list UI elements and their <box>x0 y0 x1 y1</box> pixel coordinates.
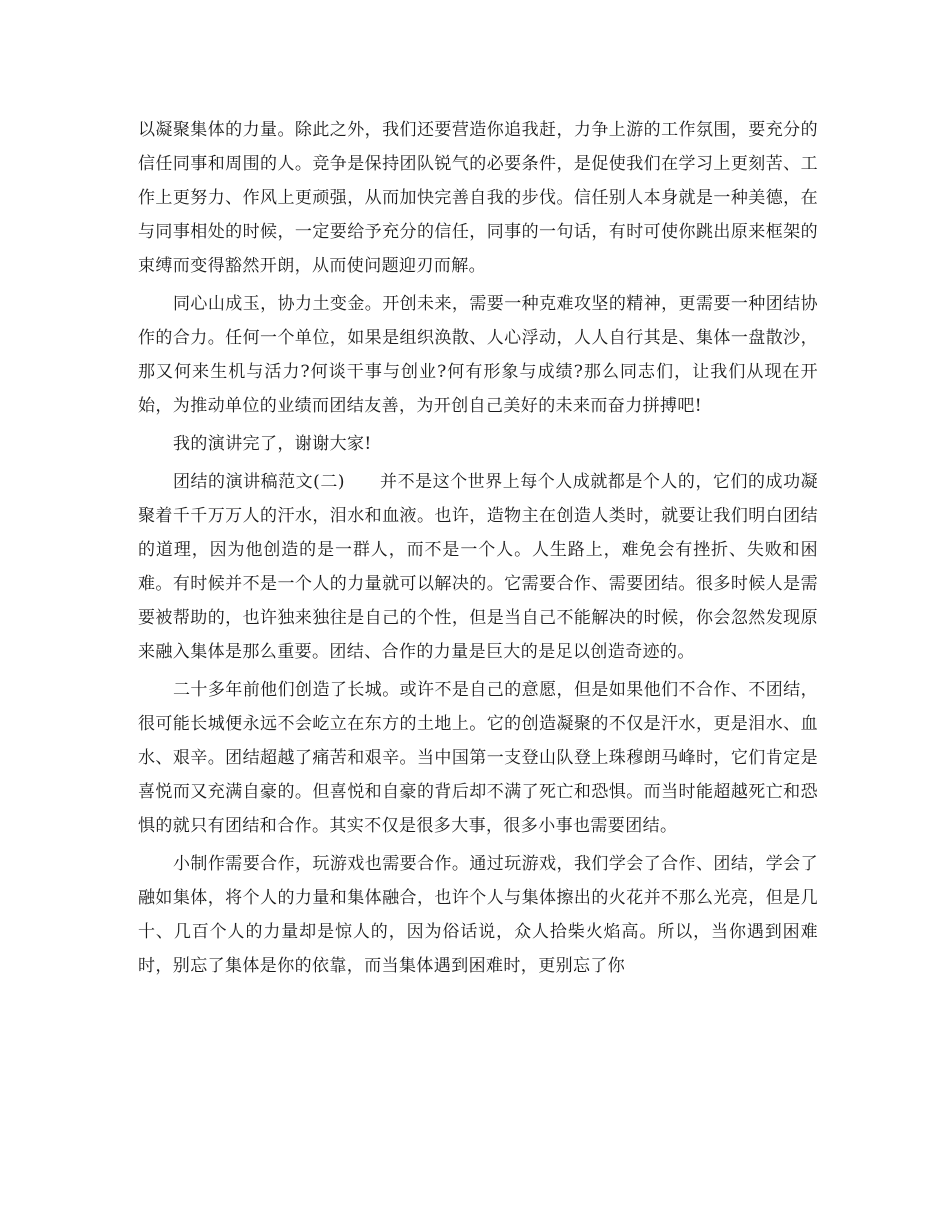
document-body <box>138 113 818 983</box>
paragraph-1: 以凝聚集体的力量。除此之外，我们还要营造你追我赶，力争上游的工作氛围，要充分的信任同事和周围的人。竞争是保持团队锐气的必要条件，是促使我们在学习上更刻苦、工作上更努力、作风上更顽强，从而加快完善自我的步伐。信任别人本身就是一种美德，在与同事相处的时候，一定要给予充分的信任，同事的一句话，有时可使你跳出原来框架的束缚而变得豁然开朗，从而使问题迎刃而解。 <box>138 120 818 276</box>
paragraph-3: 我的演讲完了，谢谢大家! <box>173 434 372 454</box>
paragraph-5: 二十多年前他们创造了长城。或许不是自己的意愿，但是如果他们不合作、不团结，很可能长城便永远不会屹立在东方的土地上。它的创造凝聚的不仅是汗水，更是泪水、血水、艰辛。团结超越了痛苦和艰辛。当中国第一支登山队登上珠穆朗马峰时，它们肯定是喜悦而又充满自豪的。但喜悦和自豪的背后却不满了死亡和恐惧。而当时能超越死亡和恐惧的就只有团结和合作。其实不仅是很多大事，很多小事也需要团结。 <box>138 680 818 836</box>
paragraph-4: 团结的演讲稿范文(二) 并不是这个世界上每个人成就都是个人的，它们的成功凝聚着千千万万人的汗水，泪水和血液。也许，造物主在创造人类时，就要让我们明白团结的道理，因为他创造的是一群人，而不是一个人。人生路上，难免会有挫折、失败和困难。有时候并不是一个人的力量就可以解决的。它需要合作、需要团结。很多时候人是需要被帮助的，也许独来独往是自己的个性，但是当自己不能解决的时候，你会忽然发现原来融入集体是那么重要。团结、合作的力量是巨大的是足以创造奇迹的。 <box>138 472 818 662</box>
paragraph-2: 同心山成玉，协力土变金。开创未来，需要一种克难攻坚的精神，更需要一种团结协作的合力。任何一个单位，如果是组织涣散、人心浮动，人人自行其是、集体一盘散沙，那又何来生机与活力?何谈干事与创业?何有形象与成绩?那么同志们，让我们从现在开始，为推动单位的业绩而团结友善，为开创自己美好的未来而奋力拼搏吧! <box>138 294 818 416</box>
paragraph-6: 小制作需要合作，玩游戏也需要合作。通过玩游戏，我们学会了合作、团结，学会了融如集体，将个人的力量和集体融合，也许个人与集体擦出的火花并不那么光亮，但是几十、几百个人的力量却是惊人的，因为俗话说，众人拾柴火焰高。所以，当你遇到困难时，别忘了集体是你的依靠，而当集体遇到困难时，更别忘了你 <box>138 854 818 976</box>
